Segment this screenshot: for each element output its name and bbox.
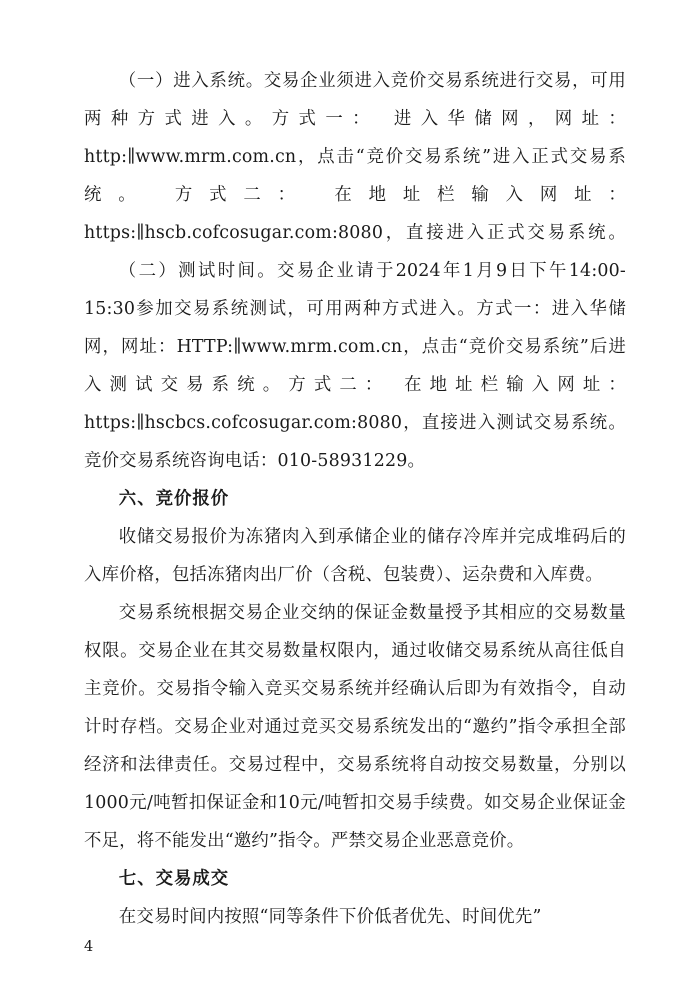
document-body bbox=[84, 62, 626, 936]
heading-bidding-quote: 六、竞价报价 bbox=[118, 489, 230, 509]
para-test-time: （二）测试时间。交易企业请于2024年1月9日下午14:00-15:30参加交易系统测试，可用两种方式进入。方式一：进入华储网，网址：HTTP:∥www.mrm.com.cn，点击“竞价交易系统”后进入测试交易系统。方式二： 在地址栏输入网址： https:∥hscbcs.cofcosugar.com:8080，直接进入测试交易系统。竞价交易系统咨询电话：010-58931229。 bbox=[84, 261, 626, 471]
para-trading-rules: 交易系统根据交易企业交纳的保证金数量授予其相应的交易数量权限。交易企业在其交易数量权限内，通过收储交易系统从高往低自主竞价。交易指令输入竞买交易系统并经确认后即为有效指令，自动计时存档。交易企业对通过竞买交易系统发出的“邀约”指令承担全部经济和法律责任。交易过程中，交易系统将自动按交易数量，分别以1000元/吨暂扣保证金和10元/吨暂扣交易手续费。如交易企业保证金不足，将不能发出“邀约”指令。严禁交易企业恶意竞价。 bbox=[84, 603, 626, 851]
para-transaction-principle: 在交易时间内按照“同等条件下价低者优先、时间优先” bbox=[118, 907, 542, 927]
para-enter-system: （一）进入系统。交易企业须进入竞价交易系统进行交易，可用两种方式进入。方式一： 进入华储网，网址： http:∥www.mrm.com.cn，点击“竞价交易系统”进入正式交易系统。 方式二： 在地址栏输入网址： https:∥hscb.cofcosugar.com:8080，直接进入正式交易系统。 bbox=[84, 71, 626, 243]
page-number: 4 bbox=[84, 939, 94, 955]
heading-transaction-conclusion: 七、交易成交 bbox=[118, 869, 230, 889]
para-quote-definition: 收储交易报价为冻猪肉入到承储企业的储存冷库并完成堆码后的入库价格，包括冻猪肉出厂价（含税、包装费）、运杂费和入库费。 bbox=[84, 527, 626, 585]
